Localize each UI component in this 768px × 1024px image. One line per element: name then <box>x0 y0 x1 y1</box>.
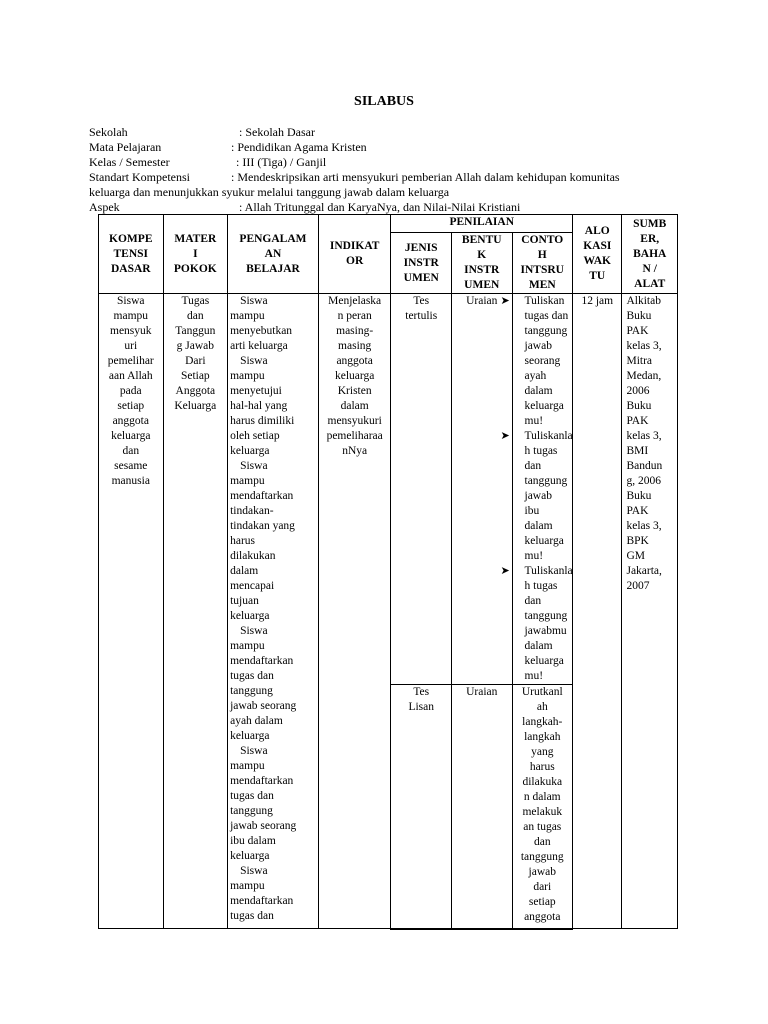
header-bentuk: BENTU K INSTR UMEN <box>451 233 512 294</box>
header-jenis: JENIS INSTR UMEN <box>391 233 452 294</box>
pengalaman-item: Siswa mampu menyebutkan arti keluarga <box>230 295 293 352</box>
arrow-bullet-icon: ➤ <box>500 565 510 577</box>
mapel-label: Mata Pelajaran <box>89 140 162 154</box>
aspek-label: Aspek <box>89 200 120 214</box>
page-title: SILABUS <box>354 94 414 109</box>
silabus-table <box>98 214 678 930</box>
arrow-bullet-icon: ➤ <box>500 295 510 307</box>
kelas-value: : III (Tiga) / Ganjil <box>236 155 327 169</box>
cell-bentuk-1: Uraian <box>451 294 512 685</box>
pengalaman-item: Siswa mampu menyetujui hal-hal yang harus dimiliki oleh setiap keluarga <box>230 355 295 457</box>
sekolah-value: : Sekolah Dasar <box>239 125 315 139</box>
contoh-item <box>500 429 573 564</box>
cell-indikator: Menjelaska n peran masing- masing anggota keluarga Kristen dalam mensyukuri pemeliharaa nNya <box>318 294 391 929</box>
cell-contoh-1 <box>500 294 573 685</box>
cell-jenis-1: Tes tertulis <box>391 294 452 685</box>
header-kompetensi: KOMPE TENSI DASAR <box>99 215 164 294</box>
header-alokasi: ALO KASI WAK TU <box>573 215 622 294</box>
cell-pengalaman <box>228 294 319 929</box>
cell-jenis-2: Tes Lisan <box>391 685 452 929</box>
header-pengalaman: PENGALAM AN BELAJAR <box>228 215 319 294</box>
pengalaman-item: Siswa mampu mendaftarkan tugas dan <box>230 865 294 922</box>
kelas-label: Kelas / Semester <box>89 155 170 169</box>
header-contoh: CONTO H INTSRU MEN <box>512 233 573 294</box>
contoh-item <box>500 564 573 684</box>
header-materi: MATER I POKOK <box>163 215 228 294</box>
pengalaman-item: Siswa mampu mendaftarkan tugas dan tanggung jawab seorang ayah dalam keluarga <box>230 625 297 742</box>
contoh-text: Tuliskan tugas dan tanggung jawab seorang ayah dalam keluarga mu! <box>524 295 569 427</box>
cell-materi: Tugas dan Tanggun g Jawab Dari Setiap Anggota Keluarga <box>163 294 228 929</box>
pengalaman-item: Siswa mampu mendaftarkan tugas dan tanggung jawab seorang ibu dalam keluarga <box>230 745 297 862</box>
cell-alokasi: 12 jam <box>573 294 622 929</box>
contoh-item <box>500 294 571 429</box>
mapel-value: : Pendidikan Agama Kristen <box>231 140 367 154</box>
aspek-value: : Allah Tritunggal dan KaryaNya, dan Nilai-Nilai Kristiani <box>239 200 521 214</box>
header-sumber: SUMB ER, BAHA N / ALAT <box>622 215 678 294</box>
contoh-text: Tuliskanla h tugas dan tanggung jawabmu dalam keluarga mu! <box>524 565 573 682</box>
header-penilaian: PENILAIAN <box>391 215 573 233</box>
sk-value-cont: keluarga dan menunjukkan syukur melalui tanggung jawab dalam keluarga <box>89 185 450 199</box>
cell-sumber: Alkitab Buku PAK kelas 3, Mitra Medan, 2006 Buku PAK kelas 3, BMI Bandun g, 2006 Buku PAK kelas 3, BPK GM Jakarta, 2007 <box>622 294 678 929</box>
cell-bentuk-2: Uraian <box>451 685 512 929</box>
pengalaman-item: Siswa mampu mendaftarkan tindakan- tindakan yang harus dilakukan dalam mencapai tujuan keluarga <box>230 460 295 622</box>
cell-kompetensi: Siswa mampu mensyuk uri pemelihar aan Allah pada setiap anggota keluarga dan sesame manusia <box>99 294 164 929</box>
sekolah-label: Sekolah <box>89 125 128 139</box>
contoh-text: Tuliskanla h tugas dan tanggung jawab ibu dalam keluarga mu! <box>524 430 573 562</box>
arrow-bullet-icon: ➤ <box>500 430 510 442</box>
sk-label: Standart Kompetensi <box>89 170 190 184</box>
header-indikator: INDIKAT OR <box>318 215 391 294</box>
cell-contoh-2: Urutkanl ah langkah- langkah yang harus dilakuka n dalam melakuk an tugas dan tanggung jawab dari setiap anggota <box>512 685 573 929</box>
sk-value: : Mendeskripsikan arti mensyukuri pemberian Allah dalam kehidupan komunitas <box>231 170 620 184</box>
